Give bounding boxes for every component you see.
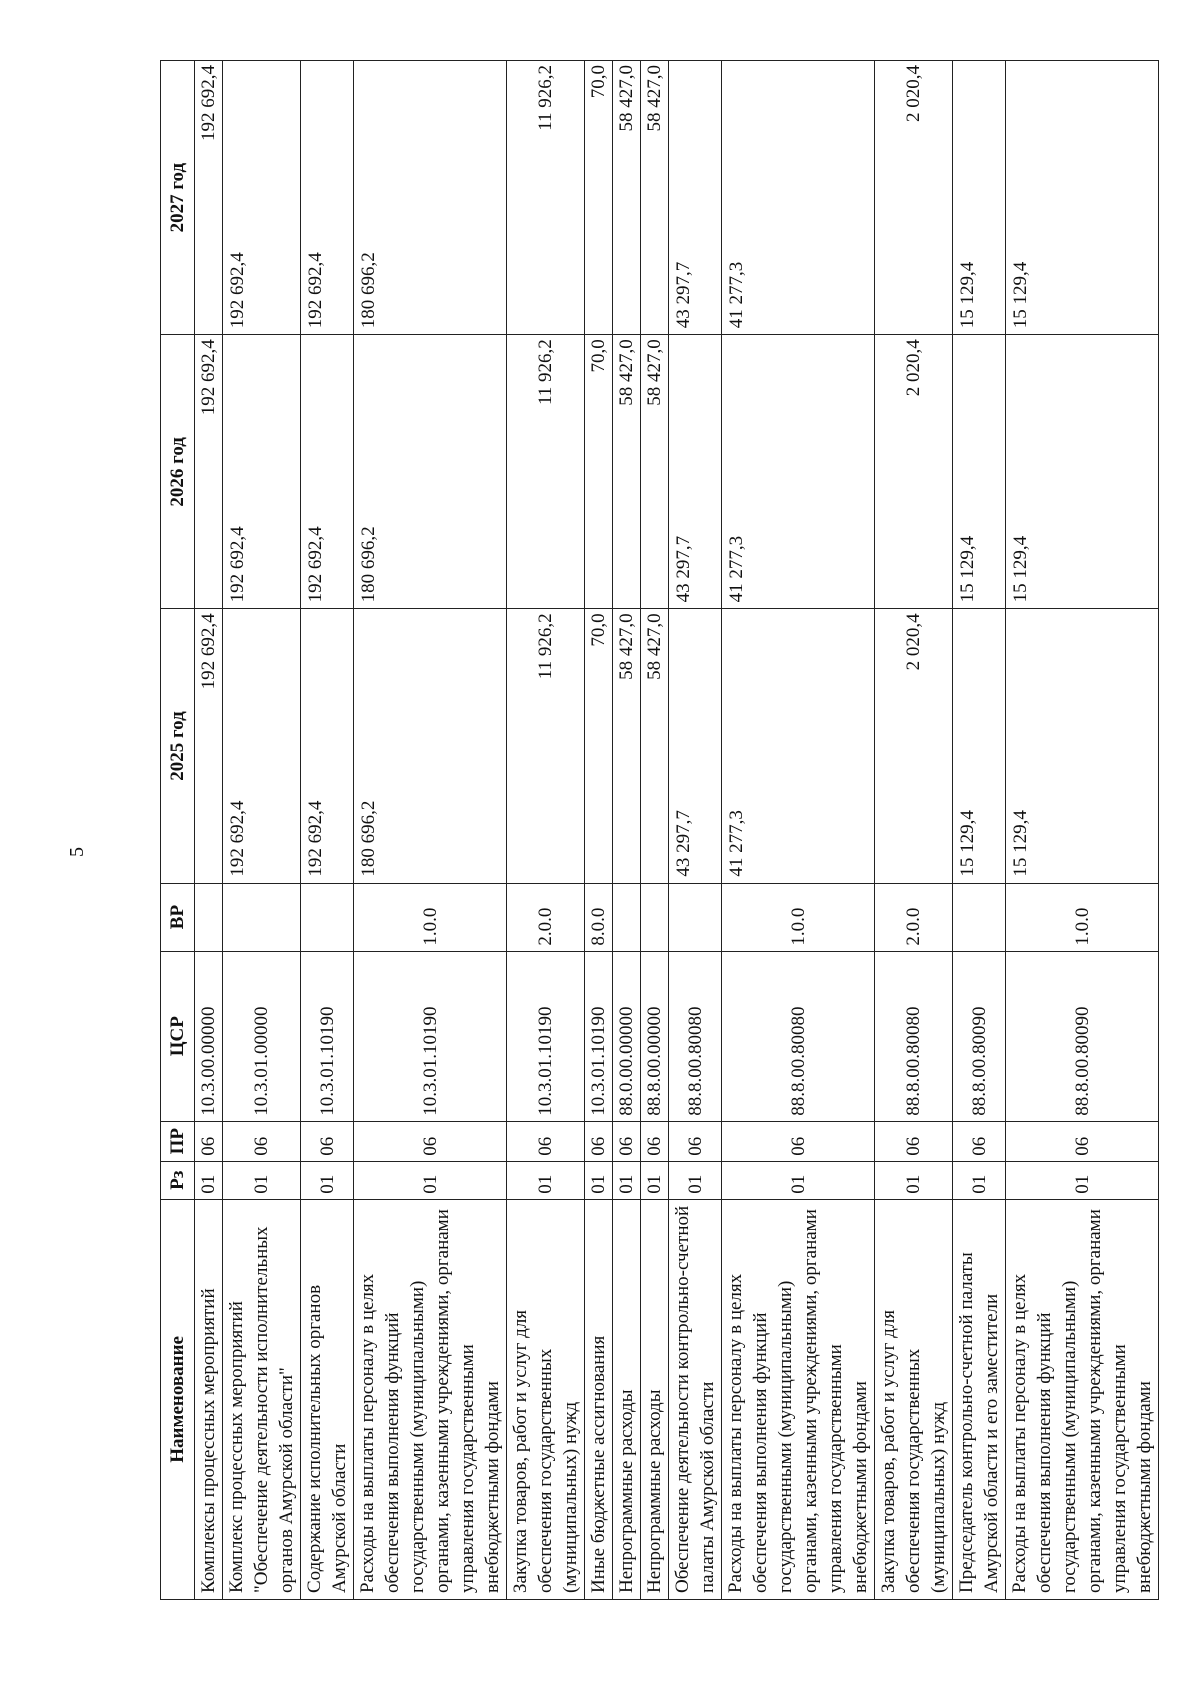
cell-2025: 58 427,0: [613, 609, 641, 883]
table-row: [195, 61, 223, 1600]
cell-pr: 06: [301, 1121, 354, 1161]
cell-2026: 192 692,4: [223, 335, 301, 609]
cell-2026: 15 129,4: [1006, 335, 1159, 609]
cell-rz: 01: [195, 1161, 223, 1199]
cell-rz: 01: [875, 1161, 953, 1199]
cell-2025: 70,0: [585, 609, 613, 883]
cell-2027: 192 692,4: [195, 61, 223, 335]
cell-csr: 10.3.01.00000: [223, 951, 301, 1121]
cell-2025: 58 427,0: [641, 609, 669, 883]
cell-2025: 180 696,2: [354, 609, 507, 883]
cell-2027: 192 692,4: [301, 61, 354, 335]
cell-pr: 06: [354, 1121, 507, 1161]
cell-pr: 06: [669, 1121, 722, 1161]
cell-csr: 10.3.01.10190: [585, 951, 613, 1121]
cell-name: Иные бюджетные ассигнования: [585, 1199, 613, 1599]
cell-2026: 192 692,4: [195, 335, 223, 609]
table-row: [354, 61, 507, 1600]
cell-2025: 192 692,4: [223, 609, 301, 883]
cell-csr: 88.8.00.80080: [669, 951, 722, 1121]
cell-2027: 11 926,2: [507, 61, 585, 335]
header-row: [161, 61, 195, 1600]
cell-vr: 2.0.0: [507, 883, 585, 951]
table-row: [669, 61, 722, 1600]
cell-csr: 88.8.00.00000: [641, 951, 669, 1121]
cell-name: Закупка товаров, работ и услуг для обеспечения государственных (муниципальных) нужд: [875, 1199, 953, 1599]
cell-csr: 10.3.01.10190: [354, 951, 507, 1121]
cell-vr: 2.0.0: [875, 883, 953, 951]
cell-rz: 01: [953, 1161, 1006, 1199]
header-csr: ЦСР: [161, 951, 195, 1121]
page-number: 5: [66, 847, 88, 857]
cell-rz: 01: [1006, 1161, 1159, 1199]
cell-2027: 58 427,0: [641, 61, 669, 335]
table-row: [301, 61, 354, 1600]
cell-pr: 06: [641, 1121, 669, 1161]
budget-table: [160, 60, 1159, 1600]
header-name: Наименование: [161, 1199, 195, 1599]
table-row: [613, 61, 641, 1600]
table-row: [507, 61, 585, 1600]
header-rz: Рз: [161, 1161, 195, 1199]
cell-2027: 15 129,4: [1006, 61, 1159, 335]
cell-pr: 06: [585, 1121, 613, 1161]
header-2027: 2027 год: [161, 61, 195, 335]
cell-name: Расходы на выплаты персоналу в целях обеспечения выполнения функций государственными (муниципальными) органами, казенными учреждениями, органами управления государственными внебюджетными фондами: [1006, 1199, 1159, 1599]
cell-csr: 88.8.00.80080: [875, 951, 953, 1121]
cell-2027: 43 297,7: [669, 61, 722, 335]
cell-2026: 192 692,4: [301, 335, 354, 609]
cell-2025: 15 129,4: [953, 609, 1006, 883]
cell-2026: 41 277,3: [722, 335, 875, 609]
table-row: [875, 61, 953, 1600]
cell-2025: 2 020,4: [875, 609, 953, 883]
cell-name: Обеспечение деятельности контрольно-счетной палаты Амурской области: [669, 1199, 722, 1599]
cell-vr: [195, 883, 223, 951]
table-row: [1006, 61, 1159, 1600]
cell-vr: [641, 883, 669, 951]
cell-2027: 41 277,3: [722, 61, 875, 335]
header-vr: ВР: [161, 883, 195, 951]
cell-rz: 01: [613, 1161, 641, 1199]
cell-rz: 01: [585, 1161, 613, 1199]
cell-rz: 01: [722, 1161, 875, 1199]
table-row: [953, 61, 1006, 1600]
cell-rz: 01: [507, 1161, 585, 1199]
cell-vr: [301, 883, 354, 951]
cell-vr: [953, 883, 1006, 951]
table-row: [722, 61, 875, 1600]
cell-2026: 58 427,0: [613, 335, 641, 609]
cell-pr: 06: [223, 1121, 301, 1161]
header-pr: ПР: [161, 1121, 195, 1161]
cell-pr: 06: [507, 1121, 585, 1161]
cell-2027: 192 692,4: [223, 61, 301, 335]
cell-rz: 01: [354, 1161, 507, 1199]
table-row: [223, 61, 301, 1600]
cell-2025: 15 129,4: [1006, 609, 1159, 883]
cell-2027: 15 129,4: [953, 61, 1006, 335]
cell-pr: 06: [1006, 1121, 1159, 1161]
table-row: [641, 61, 669, 1600]
cell-2027: 2 020,4: [875, 61, 953, 335]
cell-2026: 180 696,2: [354, 335, 507, 609]
cell-rz: 01: [301, 1161, 354, 1199]
cell-2025: 192 692,4: [195, 609, 223, 883]
cell-csr: 10.3.01.10190: [301, 951, 354, 1121]
cell-2025: 11 926,2: [507, 609, 585, 883]
table-row: [585, 61, 613, 1600]
cell-vr: 1.0.0: [1006, 883, 1159, 951]
header-2026: 2026 год: [161, 335, 195, 609]
cell-pr: 06: [195, 1121, 223, 1161]
header-2025: 2025 год: [161, 609, 195, 883]
cell-name: Содержание исполнительных органов Амурской области: [301, 1199, 354, 1599]
cell-pr: 06: [613, 1121, 641, 1161]
cell-2026: 58 427,0: [641, 335, 669, 609]
cell-csr: 88.0.00.00000: [613, 951, 641, 1121]
cell-csr: 88.8.00.80090: [1006, 951, 1159, 1121]
cell-name: Расходы на выплаты персоналу в целях обеспечения выполнения функций государственными (муниципальными) органами, казенными учреждениями, органами управления государственными внебюджетными фондами: [722, 1199, 875, 1599]
cell-name: Комплексы процессных мероприятий: [195, 1199, 223, 1599]
cell-name: Закупка товаров, работ и услуг для обеспечения государственных (муниципальных) нужд: [507, 1199, 585, 1599]
cell-name: Непрограммные расходы: [641, 1199, 669, 1599]
cell-vr: 1.0.0: [722, 883, 875, 951]
cell-csr: 10.3.00.00000: [195, 951, 223, 1121]
cell-2026: 2 020,4: [875, 335, 953, 609]
cell-csr: 10.3.01.10190: [507, 951, 585, 1121]
cell-vr: 8.0.0: [585, 883, 613, 951]
cell-rz: 01: [669, 1161, 722, 1199]
cell-pr: 06: [953, 1121, 1006, 1161]
cell-2026: 43 297,7: [669, 335, 722, 609]
cell-vr: [223, 883, 301, 951]
cell-vr: [613, 883, 641, 951]
cell-name: Комплекс процессных мероприятий "Обеспечение деятельности исполнительных органов Амурской области": [223, 1199, 301, 1599]
cell-2027: 58 427,0: [613, 61, 641, 335]
cell-name: Председатель контрольно-счетной палаты Амурской области и его заместители: [953, 1199, 1006, 1599]
cell-2026: 15 129,4: [953, 335, 1006, 609]
cell-rz: 01: [223, 1161, 301, 1199]
cell-vr: [669, 883, 722, 951]
cell-name: Расходы на выплаты персоналу в целях обеспечения выполнения функций государственными (муниципальными) органами, казенными учреждениями, органами управления государственными внебюджетными фондами: [354, 1199, 507, 1599]
cell-2026: 70,0: [585, 335, 613, 609]
cell-vr: 1.0.0: [354, 883, 507, 951]
cell-rz: 01: [641, 1161, 669, 1199]
cell-2026: 11 926,2: [507, 335, 585, 609]
cell-2025: 41 277,3: [722, 609, 875, 883]
rotated-table-container: [160, 60, 1155, 1600]
cell-2027: 180 696,2: [354, 61, 507, 335]
cell-name: Непрограммные расходы: [613, 1199, 641, 1599]
cell-csr: 88.8.00.80080: [722, 951, 875, 1121]
cell-csr: 88.8.00.80090: [953, 951, 1006, 1121]
cell-pr: 06: [875, 1121, 953, 1161]
cell-2027: 70,0: [585, 61, 613, 335]
cell-2025: 192 692,4: [301, 609, 354, 883]
cell-2025: 43 297,7: [669, 609, 722, 883]
cell-pr: 06: [722, 1121, 875, 1161]
